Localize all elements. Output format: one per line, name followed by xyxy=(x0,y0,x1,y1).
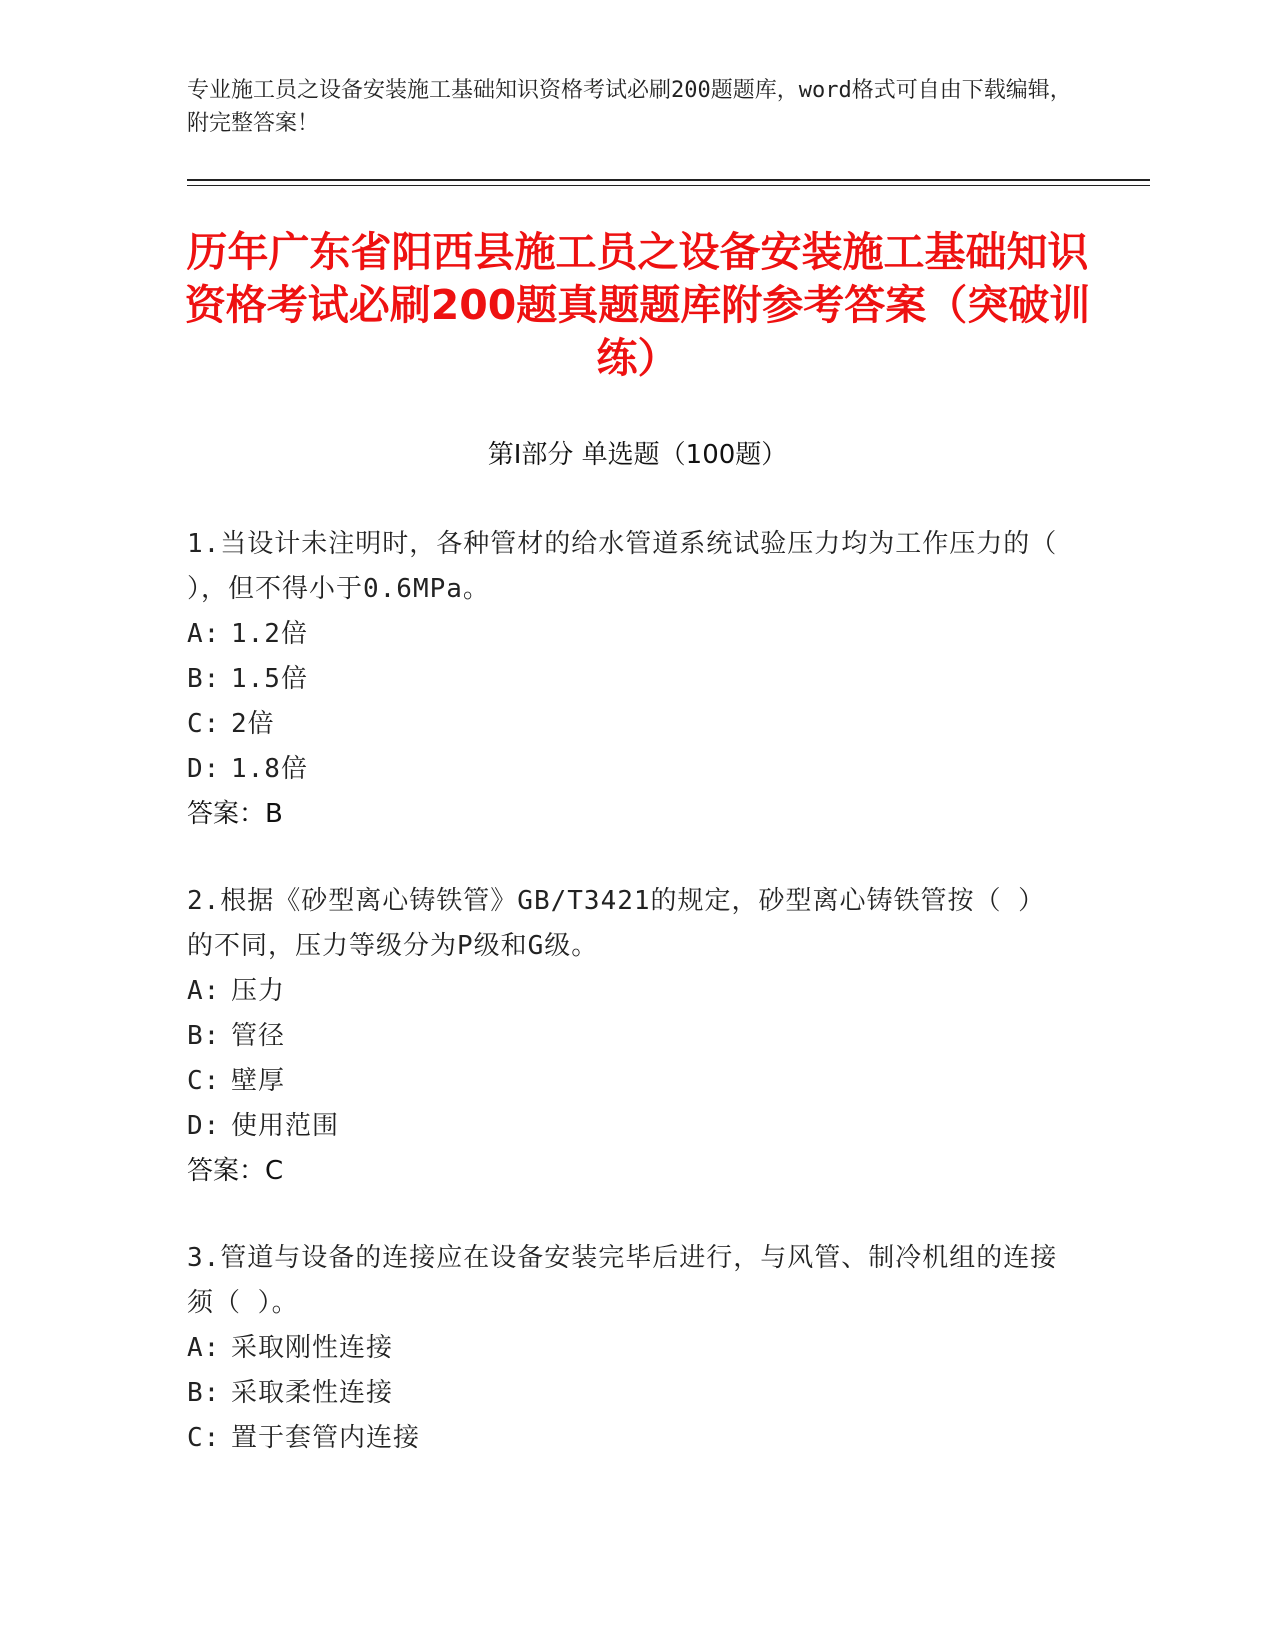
option-key: A: xyxy=(187,1333,221,1363)
option-c xyxy=(187,702,1067,747)
header-rule-thin xyxy=(187,185,1150,186)
option-key: C: xyxy=(187,709,221,739)
section-heading: 第Ⅰ部分 单选题（100题） xyxy=(487,440,788,470)
option-b xyxy=(187,1371,1067,1416)
option-text: 管径 xyxy=(231,1021,286,1051)
option-b xyxy=(187,1014,1067,1059)
answer-line: 答案：B xyxy=(187,799,283,829)
option-key: B: xyxy=(187,1021,221,1051)
option-text: 1.2倍 xyxy=(231,619,308,649)
option-a xyxy=(187,612,1067,657)
option-key: C: xyxy=(187,1066,221,1096)
answer-line: 答案：C xyxy=(187,1156,284,1186)
option-c xyxy=(187,1416,1067,1461)
option-text: 1.5倍 xyxy=(231,664,308,694)
option-key: B: xyxy=(187,664,221,694)
option-text: 2倍 xyxy=(231,709,275,739)
option-text: 压力 xyxy=(231,976,286,1006)
option-text: 1.8倍 xyxy=(231,754,308,784)
option-key: A: xyxy=(187,976,221,1006)
option-key: D: xyxy=(187,1111,221,1141)
question-stem: 2.根据《砂型离心铸铁管》GB/T3421的规定，砂型离心铸铁管按（ ）的不同，压力等级分为P级和G级。 xyxy=(187,886,1046,961)
document-title: 历年广东省阳西县施工员之设备安装施工基础知识资格考试必刷200题真题题库附参考答案（突破训练） xyxy=(184,228,1091,382)
question-stem: 3.管道与设备的连接应在设备安装完毕后进行，与风管、制冷机组的连接须（ ）。 xyxy=(187,1243,1058,1318)
option-text: 采取柔性连接 xyxy=(231,1378,394,1408)
header-note: 专业施工员之设备安装施工基础知识资格考试必刷200题题库，word格式可自由下载编辑，附完整答案！ xyxy=(187,78,1072,136)
header-rule-thick xyxy=(187,179,1150,181)
question-1 xyxy=(187,522,1067,837)
question-list xyxy=(187,522,1067,1503)
option-text: 壁厚 xyxy=(231,1066,286,1096)
question-2 xyxy=(187,879,1067,1194)
option-key: A: xyxy=(187,619,221,649)
option-key: D: xyxy=(187,754,221,784)
option-a xyxy=(187,1326,1067,1371)
option-text: 采取刚性连接 xyxy=(231,1333,394,1363)
option-b xyxy=(187,657,1067,702)
option-key: C: xyxy=(187,1423,221,1453)
option-d xyxy=(187,747,1067,792)
option-text: 使用范围 xyxy=(231,1111,340,1141)
option-d xyxy=(187,1104,1067,1149)
option-a xyxy=(187,969,1067,1014)
question-3 xyxy=(187,1236,1067,1461)
question-stem: 1.当设计未注明时，各种管材的给水管道系统试验压力均为工作压力的（ ），但不得小于0.6MPa。 xyxy=(187,529,1058,604)
option-c xyxy=(187,1059,1067,1104)
option-key: B: xyxy=(187,1378,221,1408)
option-text: 置于套管内连接 xyxy=(231,1423,421,1453)
